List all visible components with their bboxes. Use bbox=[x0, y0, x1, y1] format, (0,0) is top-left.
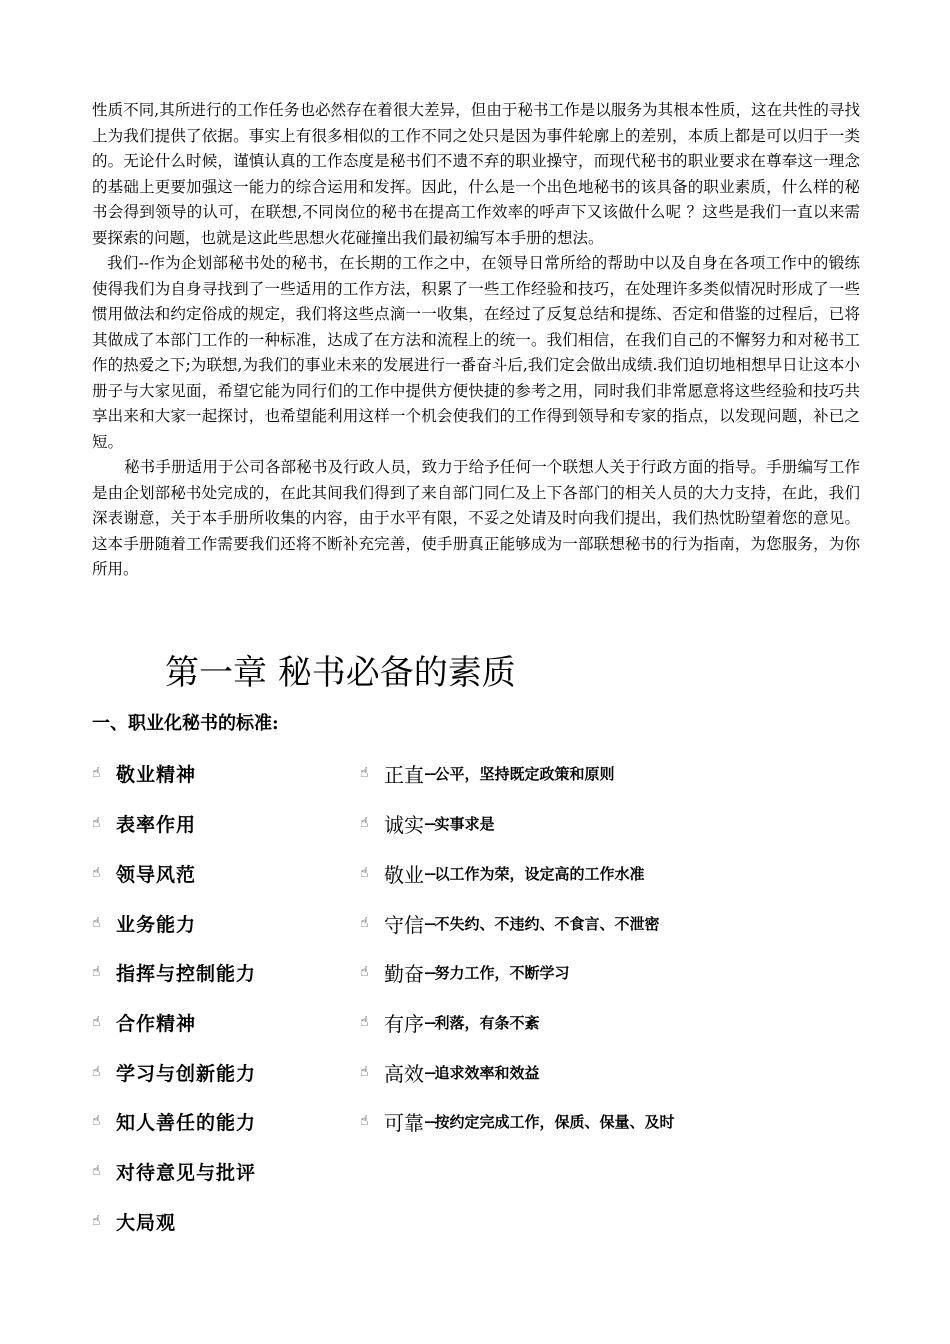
right-list-description: 追求效率和效益 bbox=[434, 1063, 540, 1082]
pointing-hand-icon: ☝ bbox=[92, 1064, 101, 1080]
pointing-hand-icon: ☝ bbox=[360, 865, 369, 881]
pointing-hand-icon: ☝ bbox=[360, 815, 369, 831]
pointing-hand-icon: ☝ bbox=[92, 765, 101, 781]
right-list-description: 按约定完成工作，保质、保量、及时 bbox=[434, 1112, 675, 1131]
pointing-hand-icon: ☝ bbox=[92, 815, 101, 831]
right-list-label: 高效 bbox=[384, 1061, 424, 1086]
dash-separator: -- bbox=[424, 1109, 435, 1133]
intro-paragraph: 秘书手册适用于公司各部秘书及行政人员，致力于给予任何一个联想人关于行政方面的指导。手册编写工作是由企划部秘书处完成的，在此其间我们得到了来自部门同仁及上下各部门的相关人员的大力支持，在此，我们深表谢意，关于本手册所收集的内容，由于水平有限，不妥之处请及时向我们提出，我们热忱盼望着您的意见。这本手册随着工作需要我们还将不断补充完善，使手册真正能够成为一部联想秘书的行为指南，为您服务，为你所用。 bbox=[92, 458, 860, 578]
left-list-label: 学习与创新能力 bbox=[116, 1062, 257, 1085]
dash-separator: -- bbox=[424, 1010, 435, 1034]
left-list-label: 知人善任的能力 bbox=[116, 1111, 257, 1134]
pointing-hand-icon: ☝ bbox=[360, 765, 369, 781]
dash-separator: -- bbox=[424, 960, 435, 984]
dash-separator: -- bbox=[424, 911, 435, 935]
pointing-hand-icon: ☝ bbox=[92, 915, 101, 931]
left-list-item bbox=[92, 1055, 256, 1089]
right-list-label: 敬业 bbox=[384, 862, 424, 887]
dash-separator: -- bbox=[424, 761, 435, 785]
left-list-label: 大局观 bbox=[116, 1211, 177, 1234]
right-list-description: 利落，有条不紊 bbox=[434, 1013, 540, 1032]
chapter-title: 第一章 秘书必备的素质 bbox=[165, 653, 516, 693]
left-list-item bbox=[92, 756, 196, 790]
pointing-hand-icon: ☝ bbox=[360, 1064, 369, 1080]
left-list-label: 领导风范 bbox=[116, 863, 197, 886]
right-list-label: 可靠 bbox=[384, 1110, 424, 1135]
right-list-label: 守信 bbox=[384, 912, 424, 937]
right-list-item bbox=[360, 955, 569, 989]
pointing-hand-icon: ☝ bbox=[360, 1014, 369, 1030]
pointing-hand-icon: ☝ bbox=[92, 865, 101, 881]
right-list-label: 诚实 bbox=[384, 812, 424, 837]
left-list-label: 业务能力 bbox=[116, 913, 197, 936]
right-list-item bbox=[360, 1104, 674, 1138]
pointing-hand-icon: ☝ bbox=[360, 1113, 369, 1129]
right-list-label: 正直 bbox=[384, 762, 424, 787]
right-list-description: 努力工作，不断学习 bbox=[434, 963, 570, 982]
pointing-hand-icon: ☝ bbox=[92, 1163, 101, 1179]
section-heading: 一、职业化秘书的标准: bbox=[92, 713, 279, 734]
right-list-description: 以工作为荣，设定高的工作水准 bbox=[434, 864, 645, 883]
right-list-description: 实事求是 bbox=[434, 814, 495, 833]
left-list-label: 表率作用 bbox=[116, 813, 197, 836]
left-list-item bbox=[92, 1204, 176, 1238]
pointing-hand-icon: ☝ bbox=[92, 1213, 101, 1229]
pointing-hand-icon: ☝ bbox=[360, 964, 369, 980]
left-list-item bbox=[92, 1104, 256, 1138]
left-list-label: 指挥与控制能力 bbox=[116, 962, 257, 985]
intro-paragraph: 性质不同,其所进行的工作任务也必然存在着很大差异，但由于秘书工作是以服务为其根本性质，这在共性的寻找上为我们提供了依据。事实上有很多相似的工作不同之处只是因为事件轮廓上的差别，本质上都是可以归于一类的。无论什么时候，谨慎认真的工作态度是秘书们不遗不弃的职业操守，而现代秘书的职业要求在尊奉这一理念的基础上更要加强这一能力的综合运用和发挥。因此，什么是一个出色地秘书的该具备的职业素质，什么样的秘书会得到领导的认可，在联想,不同岗位的秘书在提高工作效率的呼声下又该做什么呢 ？这些是我们一直以来需要探索的问题，也就是这此些思想火花碰撞出我们最初编写本手册的想法。 bbox=[92, 101, 860, 247]
right-list-item bbox=[360, 906, 659, 940]
pointing-hand-icon: ☝ bbox=[92, 964, 101, 980]
left-list-item bbox=[92, 955, 256, 989]
left-list-label: 敬业精神 bbox=[116, 763, 197, 786]
intro-paragraph: 我们--作为企划部秘书处的秘书，在长期的工作之中，在领导日常所给的帮助中以及自身在各项工作中的锻练使得我们为自身寻找到了一些适用的工作方法，积累了一些工作经验和技巧，在处理许多类似情况时形成了一些惯用做法和约定俗成的规定，我们将这些点滴一一收集，在经过了反复总结和提练、否定和借鉴的过程后，已将其做成了本部门工作的一种标准，达成了在方法和流程上的统一。我们相信，在我们自己的不懈努力和对秘书工作的热爱之下;为联想,为我们的事业未来的发展进行一番奋斗后,我们定会做出成绩.我们迫切地相想早日让这本小册子与大家见面，希望它能为同行们的工作中提供方便快捷的参考之用，同时我们非常愿意将这些经验和技巧共享出来和大家一起探讨，也希望能利用这样一个机会使我们的工作得到领导和专家的指点，以发现问题，补已之短。 bbox=[92, 254, 860, 451]
dash-separator: -- bbox=[424, 811, 435, 835]
pointing-hand-icon: ☝ bbox=[92, 1014, 101, 1030]
dash-separator: -- bbox=[424, 1060, 435, 1084]
left-list-item bbox=[92, 906, 196, 940]
left-list-item bbox=[92, 856, 196, 890]
left-list-item bbox=[92, 1005, 196, 1039]
left-list-label: 合作精神 bbox=[116, 1012, 197, 1035]
right-list-description: 不失约、不违约、不食言、不泄密 bbox=[434, 914, 660, 933]
left-list-label: 对待意见与批评 bbox=[116, 1161, 257, 1184]
right-list-label: 有序 bbox=[384, 1011, 424, 1036]
right-list-item bbox=[360, 1005, 539, 1039]
right-list-label: 勤奋 bbox=[384, 961, 424, 986]
right-list-item bbox=[360, 1055, 539, 1089]
left-list-item bbox=[92, 806, 196, 840]
right-list-item bbox=[360, 856, 644, 890]
pointing-hand-icon: ☝ bbox=[360, 915, 369, 931]
intro-text bbox=[92, 98, 860, 583]
pointing-hand-icon: ☝ bbox=[92, 1113, 101, 1129]
right-list-item bbox=[360, 806, 494, 840]
dash-separator: -- bbox=[424, 861, 435, 885]
left-list-item bbox=[92, 1154, 256, 1188]
right-list-item bbox=[360, 756, 614, 790]
right-list-description: 公平，坚持既定政策和原则 bbox=[434, 764, 615, 783]
